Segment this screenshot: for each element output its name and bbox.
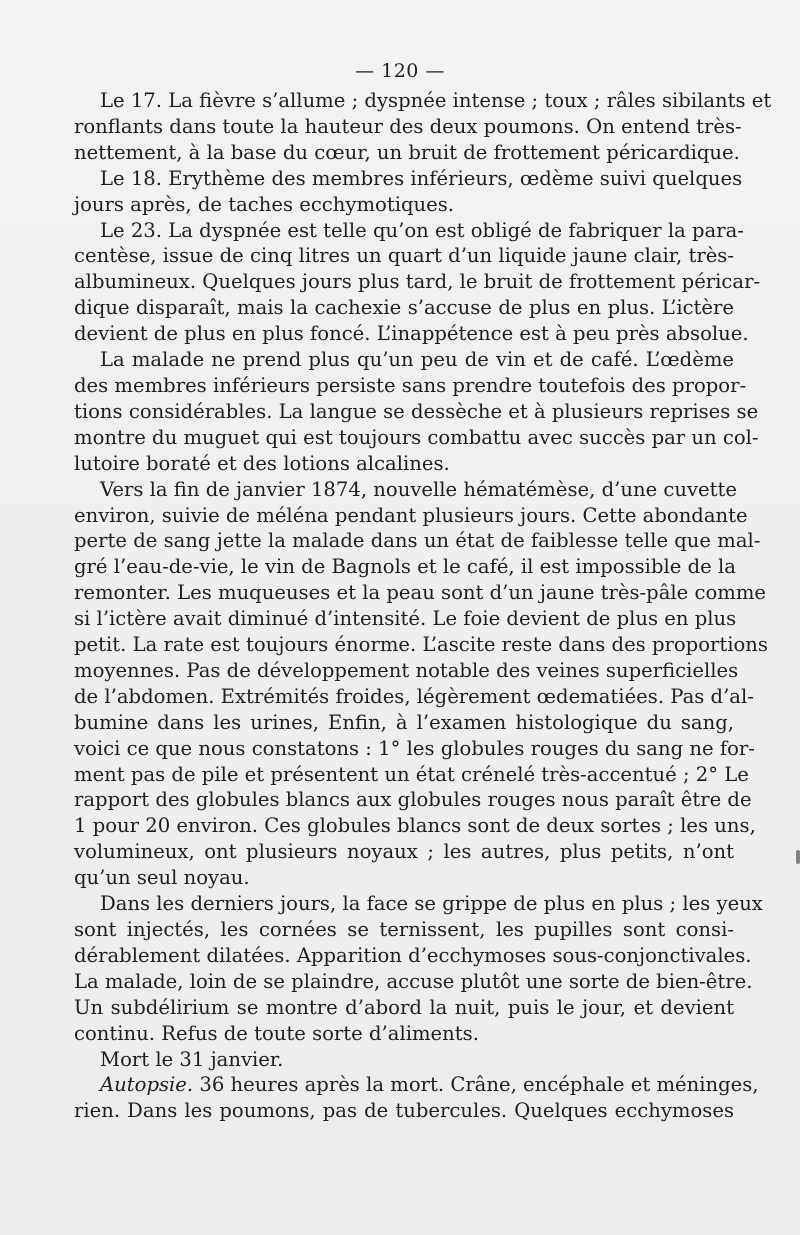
text-line: La malade ne prend plus qu’un peu de vin et de café. L’œdème [100,348,734,372]
paragraph [74,218,761,348]
text-line: dique disparaît, mais la cachexie s’accuse de plus en plus. L’ictère [74,296,734,320]
paragraph [74,347,759,477]
text-line: rien. Dans les poumons, pas de tubercules. Quelques ecchymoses [74,1099,734,1123]
text-fragment: 36 heures après la mort. Crâne, encéphale et méninges, [193,1073,759,1097]
text-line: gré l’eau-de-vie, le vin de Bagnols et le café, il est impossible de la [74,555,736,579]
body-text [74,88,772,1124]
text-line: 1 pour 20 environ. Ces globules blancs sont de deux sortes ; les uns, [74,814,756,838]
text-line: moyennes. Pas de développement notable des veines superficielles [74,658,739,682]
text-line: tions considérables. La langue se dessèche et à plusieurs reprises se [74,399,759,423]
text-line: petit. La rate est toujours énorme. L’ascite reste dans des proportions [74,633,768,657]
text-line: Dans les derniers jours, la face se grippe de plus en plus ; les yeux [100,892,763,916]
page-number: — 120 — [355,60,445,82]
text-line: si l’ictère avait diminué d’intensité. Le foie devient de plus en plus [74,607,737,631]
autopsie-label: Autopsie. [100,1073,194,1097]
page-edge-mark [796,850,800,864]
text-line: bumine dans les urines, Enfin, à l’examen histologique du sang, [74,710,734,734]
text-line: lutoire boraté et des lotions alcalines. [74,451,450,475]
text-line: Mort le 31 janvier. [100,1047,284,1071]
text-line: ment pas de pile et présentent un état crénelé très-accentué ; 2° Le [74,762,749,786]
text-line: des membres inférieurs persiste sans prendre toutefois des propor- [74,373,747,397]
paragraph [74,891,763,1046]
text-line: nettement, à la base du cœur, un bruit de frottement péricardique. [74,140,740,164]
text-line: continu. Refus de toute sorte d’aliments. [74,1021,479,1045]
text-line: volumineux, ont plusieurs noyaux ; les autres, plus petits, n’ont [74,840,734,864]
text-line: jours après, de taches ecchymotiques. [74,192,455,216]
paragraph [74,166,743,218]
text-line: voici ce que nous constatons : 1° les globules rouges du sang ne for- [74,736,755,760]
text-line: centèse, issue de cinq litres un quart d’un liquide jaune clair, très- [74,244,734,268]
text-line: sont injectés, les cornées se ternissent, les pupilles sont consi- [74,918,734,941]
text-line: montre du muguet qui est toujours combattu avec succès par un col- [74,425,759,449]
text-line: Le 23. La dyspnée est telle qu’on est obligé de fabriquer la para- [100,218,744,242]
text-line: environ, suivie de méléna pendant plusieurs jours. Cette abondante [74,503,748,527]
text-line: Le 17. La fièvre s’allume ; dyspnée intense ; toux ; râles sibilants et [100,89,772,112]
text-line: ronflants dans toute la hauteur des deux poumons. On entend très- [74,114,742,138]
text-line: rapport des globules blancs aux globules rouges nous paraît être de [74,788,752,812]
paragraph [74,477,768,892]
text-line: Un subdélirium se montre d’abord la nuit, puis le jour, et devient [74,995,734,1019]
paragraph [74,1047,734,1073]
text-line: qu’un seul noyau. [74,866,250,890]
text-line [74,1072,759,1098]
paragraph [74,1072,759,1124]
paragraph [74,88,772,166]
text-line: albumineux. Quelques jours plus tard, le bruit de frottement péricar- [74,270,761,294]
text-line: Le 18. Erythème des membres inférieurs, œdème suivi quelques [100,166,743,190]
text-line: dérablement dilatées. Apparition d’ecchymoses sous-conjonctivales. [74,943,752,967]
text-line: perte de sang jette la malade dans un état de faiblesse telle que mal- [74,529,761,553]
text-line: de l’abdomen. Extrémités froides, légèrement œdematiées. Pas d’al- [74,684,754,708]
text-line: devient de plus en plus foncé. L’inappétence est à peu près absolue. [74,322,749,346]
text-line: remonter. Les muqueuses et la peau sont d’un jaune très-pâle comme [74,581,767,605]
text-line: Vers la fin de janvier 1874, nouvelle hématémèse, d’une cuvette [100,477,737,501]
text-line: La malade, loin de se plaindre, accuse plutôt une sorte de bien-être. [74,969,753,993]
